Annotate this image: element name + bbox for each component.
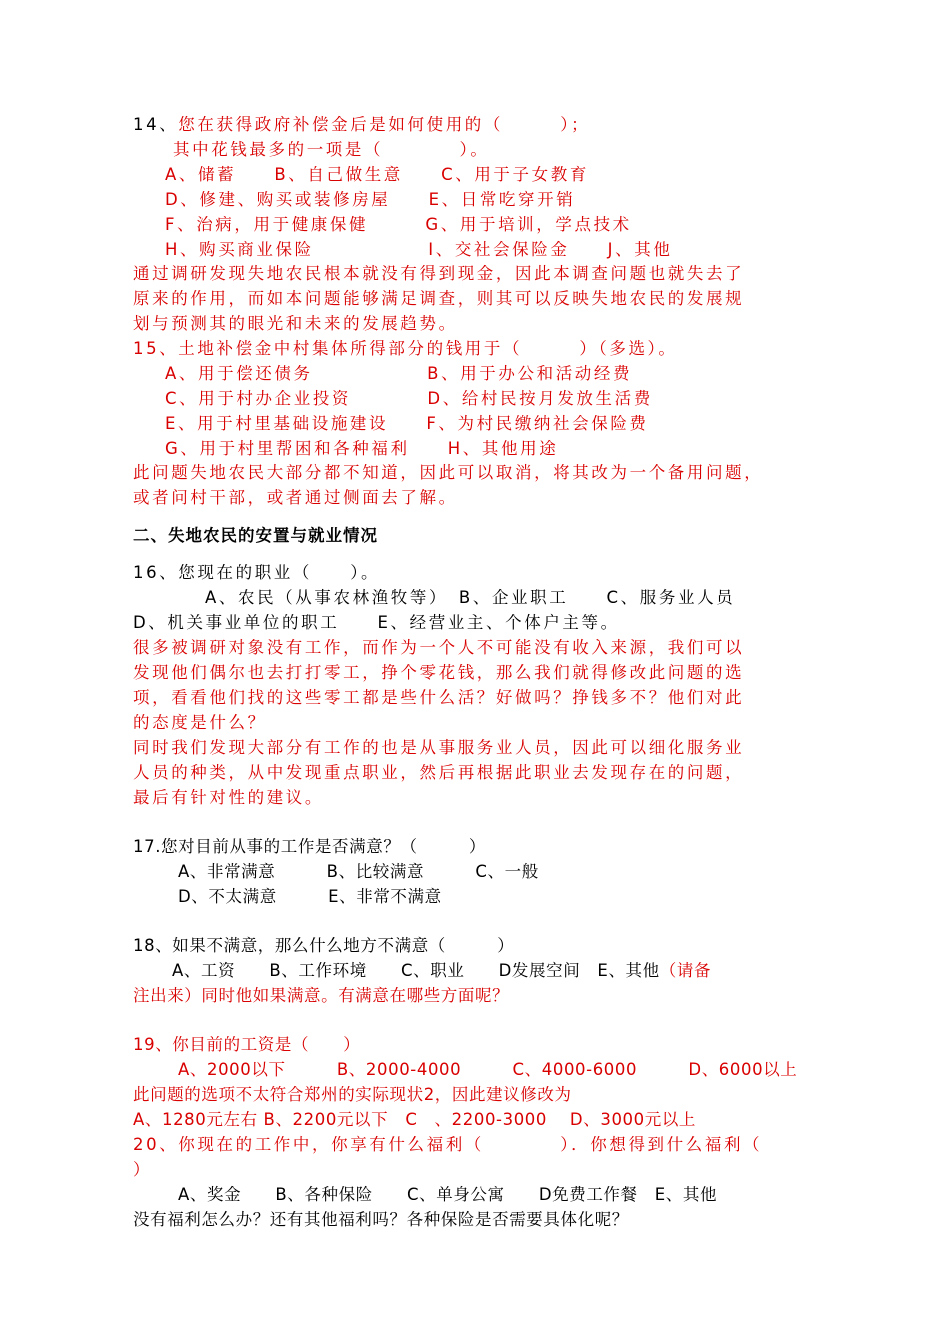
q20-comment: 没有福利怎么办？还有其他福利吗？各种保险是否需要具体化呢？ (133, 1210, 629, 1229)
q19-question: 19、你目前的工资是（ ） (133, 1035, 361, 1054)
section-heading: 二、失地农民的安置与就业情况 (133, 526, 378, 545)
q18-comment: 注出来）同时他如果满意。有满意在哪些方面呢？ (133, 986, 510, 1005)
q20-question-cont: ） (133, 1160, 153, 1179)
q18-options-note: （请备 (659, 961, 712, 980)
q14-subquestion: 其中花钱最多的一项是（ ）。 (173, 140, 490, 159)
q20-options: A、奖金 B、各种保险 C、单身公寓 D免费工作餐 E、其他 (178, 1185, 718, 1204)
q14-options-1: A、储蓄 B、自己做生意 C、用于子女教育 (165, 165, 589, 184)
q16-comment-7: 最后有针对性的建议。 (133, 788, 324, 807)
q20-question: 20、你现在的工作中，你享有什么福利（ ）．你想得到什么福利（ (133, 1135, 763, 1154)
q14-comment-1: 通过调研发现失地农民根本就没有得到现金，因此本调查问题也就失去了 (133, 264, 745, 283)
q14-options-4: H、购买商业保险 I、交社会保险金 J、其他 (165, 240, 673, 259)
q16-comment-4: 的态度是什么？ (133, 713, 267, 732)
q19-options: A、2000以下 B、2000-4000 C、4000-6000 D、6000以上 (178, 1060, 798, 1079)
q19-comment-1: 此问题的选项不太符合郑州的实际现状2，因此建议修改为 (133, 1085, 572, 1104)
q14-comment-3: 划与预测其的眼光和未来的发展趋势。 (133, 314, 458, 333)
q15-question: 15、土地补偿金中村集体所得部分的钱用于（ ）（多选）。 (133, 339, 678, 358)
q16-options-2: D、机关事业单位的职工 E、经营业主、个体户主等。 (133, 613, 620, 632)
q15-comment-2: 或者问村干部，或者通过侧面去了解。 (133, 488, 458, 507)
q16-comment-5: 同时我们发现大部分有工作的也是从事服务业人员，因此可以细化服务业 (133, 738, 745, 757)
q16-comment-6: 人员的种类，从中发现重点职业，然后再根据此职业去发现存在的问题， (133, 763, 745, 782)
q14-options-3: F、治病，用于健康保健 G、用于培训，学点技术 (165, 215, 632, 234)
q14-options-2: D、修建、购买或装修房屋 E、日常吃穿开销 (165, 190, 576, 209)
q14-comment-2: 原来的作用，而如本问题能够满足调查，则其可以反映失地农民的发展规 (133, 289, 745, 308)
q17-options-2: D、不太满意 E、非常不满意 (178, 887, 442, 906)
q16-comment-1: 很多被调研对象没有工作，而作为一个人不可能没有收入来源，我们可以 (133, 638, 745, 657)
q14-question: 您在获得政府补偿金后是如何使用的（ ）； (178, 115, 591, 134)
q18-options (172, 959, 711, 983)
q17-options-1: A、非常满意 B、比较满意 C、一般 (178, 862, 539, 881)
q18-options-text: A、工资 B、工作环境 C、职业 D发展空间 E、其他 (172, 961, 660, 980)
q16-comment-3: 项，看看他们找的这些零工都是些什么活？好做吗？挣钱多不？他们对此 (133, 688, 745, 707)
q14-title (133, 113, 590, 137)
q16-question: 16、您现在的职业（ ）。 (133, 563, 381, 582)
q15-options-4: G、用于村里帮困和各种福利 H、其他用途 (165, 439, 559, 458)
q19-comment-2: A、1280元左右 B、2200元以下 C 、2200-3000 D、3000元以上 (133, 1110, 697, 1129)
q16-options-1: A、农民（从事农林渔牧等） B、企业职工 C、服务业人员 (205, 588, 736, 607)
q17-question: 17.您对目前从事的工作是否满意？（ ） (133, 837, 486, 856)
q15-comment-1: 此问题失地农民大部分都不知道，因此可以取消，将其改为一个备用问题， (133, 463, 764, 482)
q15-options-2: C、用于村办企业投资 D、给村民按月发放生活费 (165, 389, 653, 408)
q18-question: 18、如果不满意，那么什么地方不满意（ ） (133, 936, 515, 955)
q16-comment-2: 发现他们偶尔也去打打零工，挣个零花钱，那么我们就得修改此问题的选 (133, 663, 745, 682)
q15-options-3: E、用于村里基础设施建设 F、为村民缴纳社会保险费 (165, 414, 649, 433)
q15-options-1: A、用于偿还债务 B、用于办公和活动经费 (165, 364, 633, 383)
q14-number: 14、 (133, 115, 179, 134)
